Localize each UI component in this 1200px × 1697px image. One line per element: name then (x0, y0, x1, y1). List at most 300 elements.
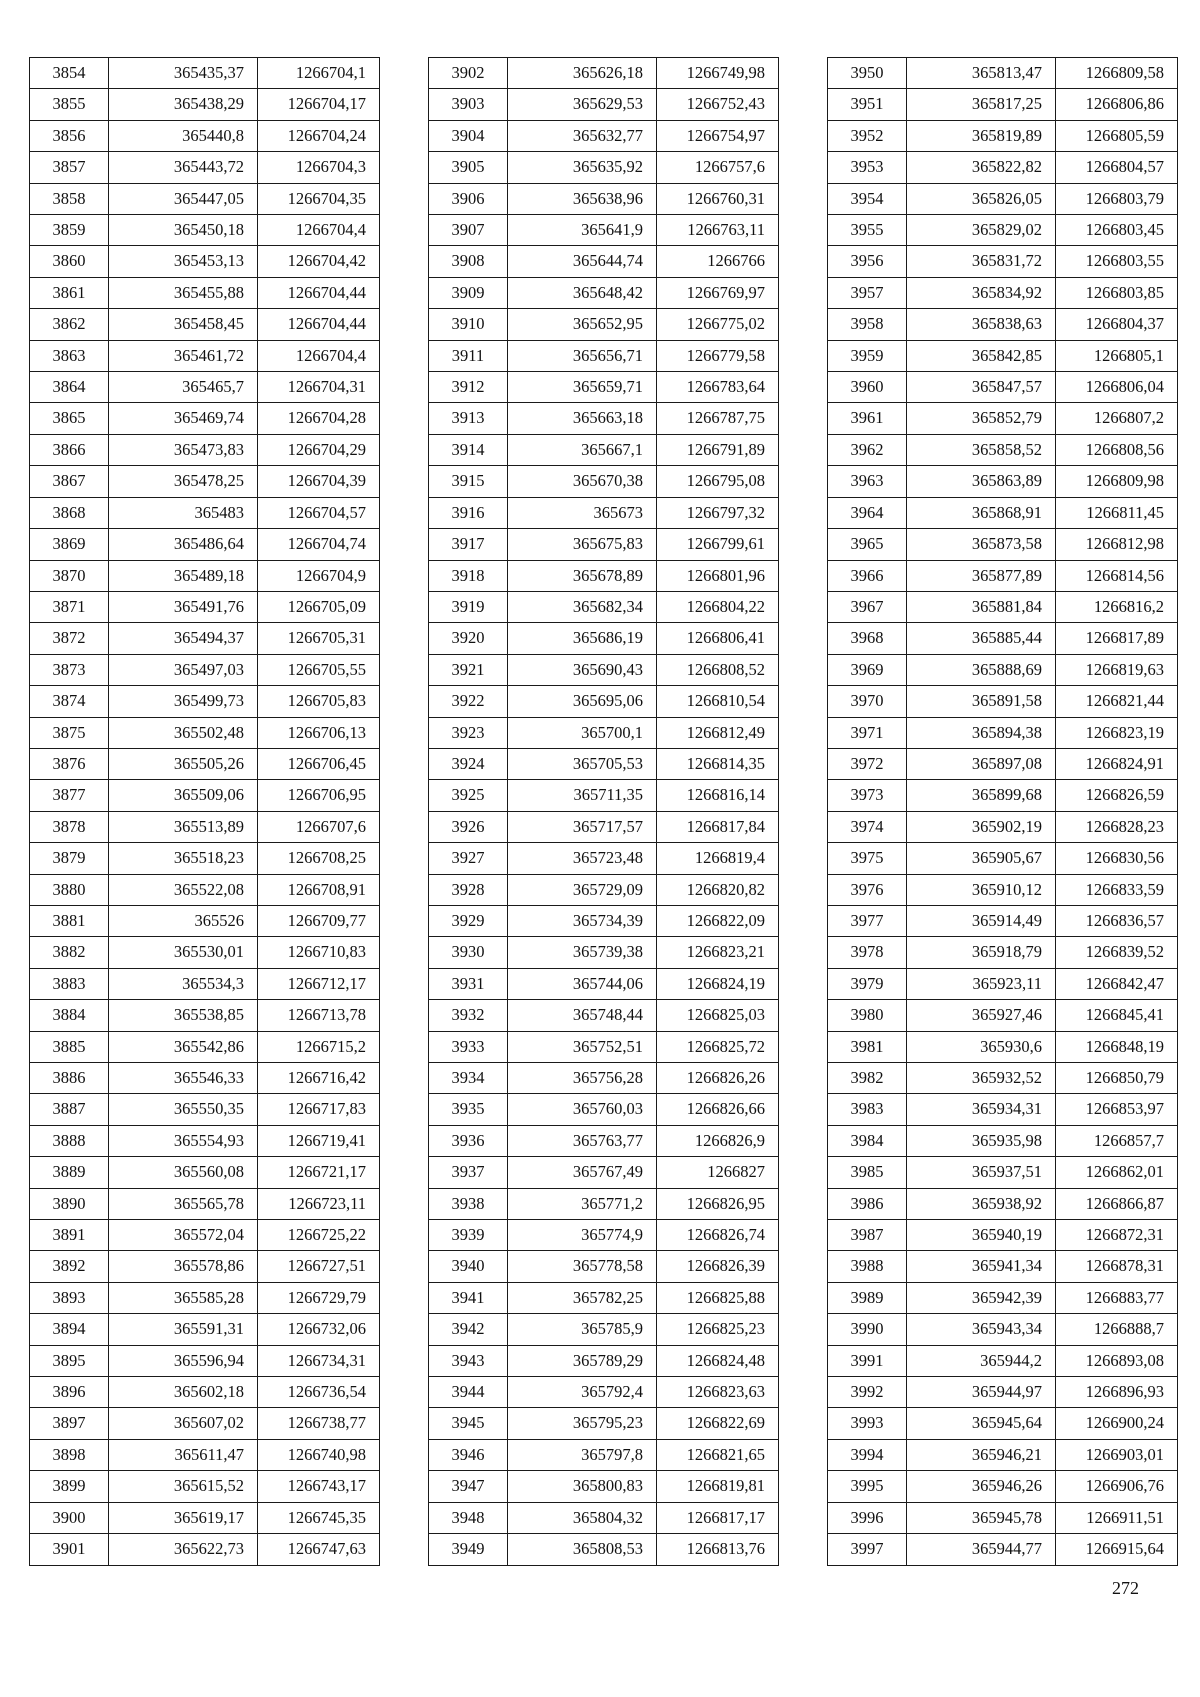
table-row (429, 277, 779, 308)
x-coordinate-cell: 365785,9 (508, 1314, 657, 1345)
table-row (828, 1125, 1178, 1156)
x-coordinate-cell: 365902,19 (907, 811, 1056, 842)
y-coordinate-cell: 1266706,13 (258, 717, 380, 748)
table-row (30, 1251, 380, 1282)
table-row (30, 309, 380, 340)
y-coordinate-cell: 1266717,83 (258, 1094, 380, 1125)
y-coordinate-cell: 1266799,61 (657, 529, 779, 560)
x-coordinate-cell: 365945,78 (907, 1502, 1056, 1533)
y-coordinate-cell: 1266704,4 (258, 340, 380, 371)
y-coordinate-cell: 1266712,17 (258, 968, 380, 999)
point-number-cell: 3979 (828, 968, 907, 999)
y-coordinate-cell: 1266883,77 (1056, 1282, 1178, 1313)
x-coordinate-cell: 365682,34 (508, 591, 657, 622)
x-coordinate-cell: 365546,33 (109, 1063, 258, 1094)
x-coordinate-cell: 365885,44 (907, 623, 1056, 654)
y-coordinate-cell: 1266803,45 (1056, 215, 1178, 246)
y-coordinate-cell: 1266814,56 (1056, 560, 1178, 591)
point-number-cell: 3935 (429, 1094, 508, 1125)
x-coordinate-cell: 365930,6 (907, 1031, 1056, 1062)
x-coordinate-cell: 365944,97 (907, 1377, 1056, 1408)
point-number-cell: 3888 (30, 1125, 109, 1156)
y-coordinate-cell: 1266878,31 (1056, 1251, 1178, 1282)
point-number-cell: 3899 (30, 1471, 109, 1502)
point-number-cell: 3921 (429, 654, 508, 685)
x-coordinate-cell: 365797,8 (508, 1439, 657, 1470)
point-number-cell: 3910 (429, 309, 508, 340)
y-coordinate-cell: 1266823,63 (657, 1377, 779, 1408)
y-coordinate-cell: 1266821,65 (657, 1439, 779, 1470)
point-number-cell: 3859 (30, 215, 109, 246)
y-coordinate-cell: 1266769,97 (657, 277, 779, 308)
x-coordinate-cell: 365763,77 (508, 1125, 657, 1156)
x-coordinate-cell: 365455,88 (109, 277, 258, 308)
y-coordinate-cell: 1266752,43 (657, 89, 779, 120)
point-number-cell: 3862 (30, 309, 109, 340)
table-row (30, 529, 380, 560)
y-coordinate-cell: 1266706,45 (258, 748, 380, 779)
point-number-cell: 3951 (828, 89, 907, 120)
x-coordinate-cell: 365499,73 (109, 686, 258, 717)
table-row (828, 968, 1178, 999)
x-coordinate-cell: 365813,47 (907, 58, 1056, 89)
table-row (828, 340, 1178, 371)
x-coordinate-cell: 365641,9 (508, 215, 657, 246)
x-coordinate-cell: 365792,4 (508, 1377, 657, 1408)
table-row (429, 905, 779, 936)
point-number-cell: 3898 (30, 1439, 109, 1470)
y-coordinate-cell: 1266822,09 (657, 905, 779, 936)
point-number-cell: 3925 (429, 780, 508, 811)
y-coordinate-cell: 1266866,87 (1056, 1188, 1178, 1219)
x-coordinate-cell: 365873,58 (907, 529, 1056, 560)
x-coordinate-cell: 365946,21 (907, 1439, 1056, 1470)
point-number-cell: 3883 (30, 968, 109, 999)
point-number-cell: 3911 (429, 340, 508, 371)
y-coordinate-cell: 1266813,76 (657, 1534, 779, 1565)
x-coordinate-cell: 365899,68 (907, 780, 1056, 811)
table-row (828, 623, 1178, 654)
point-number-cell: 3890 (30, 1188, 109, 1219)
y-coordinate-cell: 1266705,55 (258, 654, 380, 685)
x-coordinate-cell: 365804,32 (508, 1502, 657, 1533)
y-coordinate-cell: 1266915,64 (1056, 1534, 1178, 1565)
point-number-cell: 3996 (828, 1502, 907, 1533)
x-coordinate-cell: 365491,76 (109, 591, 258, 622)
point-number-cell: 3905 (429, 152, 508, 183)
x-coordinate-cell: 365538,85 (109, 1000, 258, 1031)
x-coordinate-cell: 365729,09 (508, 874, 657, 905)
table-row (429, 434, 779, 465)
table-row (30, 1345, 380, 1376)
point-number-cell: 3940 (429, 1251, 508, 1282)
x-coordinate-cell: 365486,64 (109, 529, 258, 560)
table-row (828, 748, 1178, 779)
table-row (828, 1188, 1178, 1219)
x-coordinate-cell: 365478,25 (109, 466, 258, 497)
point-number-cell: 3912 (429, 372, 508, 403)
x-coordinate-cell: 365795,23 (508, 1408, 657, 1439)
table-row (429, 1282, 779, 1313)
y-coordinate-cell: 1266839,52 (1056, 937, 1178, 968)
x-coordinate-cell: 365944,77 (907, 1534, 1056, 1565)
table-row (429, 120, 779, 151)
y-coordinate-cell: 1266806,04 (1056, 372, 1178, 403)
table-row (30, 277, 380, 308)
table-row (30, 434, 380, 465)
table-row (30, 120, 380, 151)
x-coordinate-cell: 365744,06 (508, 968, 657, 999)
point-number-cell: 3877 (30, 780, 109, 811)
table-row (429, 403, 779, 434)
y-coordinate-cell: 1266824,19 (657, 968, 779, 999)
point-number-cell: 3867 (30, 466, 109, 497)
x-coordinate-cell: 365940,19 (907, 1220, 1056, 1251)
coordinates-table-1 (29, 57, 380, 1566)
x-coordinate-cell: 365914,49 (907, 905, 1056, 936)
point-number-cell: 3974 (828, 811, 907, 842)
table-row (828, 1534, 1178, 1565)
table-row (828, 654, 1178, 685)
point-number-cell: 3891 (30, 1220, 109, 1251)
x-coordinate-cell: 365458,45 (109, 309, 258, 340)
point-number-cell: 3934 (429, 1063, 508, 1094)
point-number-cell: 3930 (429, 937, 508, 968)
table-row (828, 905, 1178, 936)
table-row (30, 466, 380, 497)
table-row (828, 717, 1178, 748)
y-coordinate-cell: 1266734,31 (258, 1345, 380, 1376)
point-number-cell: 3895 (30, 1345, 109, 1376)
table-row (30, 497, 380, 528)
y-coordinate-cell: 1266853,97 (1056, 1094, 1178, 1125)
point-number-cell: 3984 (828, 1125, 907, 1156)
point-number-cell: 3939 (429, 1220, 508, 1251)
y-coordinate-cell: 1266826,66 (657, 1094, 779, 1125)
table-row (828, 1377, 1178, 1408)
table-row (429, 1439, 779, 1470)
table-row (30, 183, 380, 214)
table-row (828, 1220, 1178, 1251)
table-row (828, 1502, 1178, 1533)
x-coordinate-cell: 365678,89 (508, 560, 657, 591)
x-coordinate-cell: 365648,42 (508, 277, 657, 308)
point-number-cell: 3943 (429, 1345, 508, 1376)
point-number-cell: 3975 (828, 843, 907, 874)
table-row (30, 1282, 380, 1313)
table-row (828, 1408, 1178, 1439)
point-number-cell: 3997 (828, 1534, 907, 1565)
y-coordinate-cell: 1266704,44 (258, 309, 380, 340)
x-coordinate-cell: 365505,26 (109, 748, 258, 779)
y-coordinate-cell: 1266738,77 (258, 1408, 380, 1439)
y-coordinate-cell: 1266830,56 (1056, 843, 1178, 874)
point-number-cell: 3972 (828, 748, 907, 779)
y-coordinate-cell: 1266705,83 (258, 686, 380, 717)
y-coordinate-cell: 1266833,59 (1056, 874, 1178, 905)
y-coordinate-cell: 1266816,2 (1056, 591, 1178, 622)
point-number-cell: 3881 (30, 905, 109, 936)
y-coordinate-cell: 1266819,81 (657, 1471, 779, 1502)
coordinates-table-2 (428, 57, 779, 1566)
x-coordinate-cell: 365782,25 (508, 1282, 657, 1313)
x-coordinate-cell: 365440,8 (109, 120, 258, 151)
x-coordinate-cell: 365465,7 (109, 372, 258, 403)
x-coordinate-cell: 365717,57 (508, 811, 657, 842)
table-row (429, 1188, 779, 1219)
y-coordinate-cell: 1266704,9 (258, 560, 380, 591)
y-coordinate-cell: 1266704,17 (258, 89, 380, 120)
x-coordinate-cell: 365686,19 (508, 623, 657, 654)
x-coordinate-cell: 365513,89 (109, 811, 258, 842)
table-row (828, 811, 1178, 842)
table-row (429, 1345, 779, 1376)
x-coordinate-cell: 365489,18 (109, 560, 258, 591)
y-coordinate-cell: 1266824,91 (1056, 748, 1178, 779)
table-row (429, 748, 779, 779)
table-row (828, 843, 1178, 874)
table-row (429, 246, 779, 277)
table-row (30, 1314, 380, 1345)
point-number-cell: 3880 (30, 874, 109, 905)
table-row (30, 905, 380, 936)
x-coordinate-cell: 365789,29 (508, 1345, 657, 1376)
point-number-cell: 3879 (30, 843, 109, 874)
x-coordinate-cell: 365937,51 (907, 1157, 1056, 1188)
point-number-cell: 3937 (429, 1157, 508, 1188)
table-row (30, 1220, 380, 1251)
table-row (429, 372, 779, 403)
y-coordinate-cell: 1266760,31 (657, 183, 779, 214)
y-coordinate-cell: 1266757,6 (657, 152, 779, 183)
table-row (429, 654, 779, 685)
point-number-cell: 3989 (828, 1282, 907, 1313)
x-coordinate-cell: 365578,86 (109, 1251, 258, 1282)
table-row (429, 183, 779, 214)
table-row (429, 1502, 779, 1533)
point-number-cell: 3876 (30, 748, 109, 779)
table-row (30, 717, 380, 748)
y-coordinate-cell: 1266708,91 (258, 874, 380, 905)
y-coordinate-cell: 1266804,22 (657, 591, 779, 622)
y-coordinate-cell: 1266825,03 (657, 1000, 779, 1031)
y-coordinate-cell: 1266807,2 (1056, 403, 1178, 434)
y-coordinate-cell: 1266766 (657, 246, 779, 277)
x-coordinate-cell: 365943,34 (907, 1314, 1056, 1345)
y-coordinate-cell: 1266763,11 (657, 215, 779, 246)
y-coordinate-cell: 1266747,63 (258, 1534, 380, 1565)
x-coordinate-cell: 365469,74 (109, 403, 258, 434)
y-coordinate-cell: 1266825,23 (657, 1314, 779, 1345)
x-coordinate-cell: 365596,94 (109, 1345, 258, 1376)
y-coordinate-cell: 1266704,3 (258, 152, 380, 183)
x-coordinate-cell: 365591,31 (109, 1314, 258, 1345)
table-row (828, 1063, 1178, 1094)
table-row (30, 1408, 380, 1439)
x-coordinate-cell: 365891,58 (907, 686, 1056, 717)
table-row (828, 874, 1178, 905)
x-coordinate-cell: 365619,17 (109, 1502, 258, 1533)
point-number-cell: 3965 (828, 529, 907, 560)
point-number-cell: 3873 (30, 654, 109, 685)
y-coordinate-cell: 1266822,69 (657, 1408, 779, 1439)
y-coordinate-cell: 1266704,35 (258, 183, 380, 214)
x-coordinate-cell: 365565,78 (109, 1188, 258, 1219)
point-number-cell: 3903 (429, 89, 508, 120)
table-row (429, 686, 779, 717)
y-coordinate-cell: 1266709,77 (258, 905, 380, 936)
x-coordinate-cell: 365739,38 (508, 937, 657, 968)
x-coordinate-cell: 365760,03 (508, 1094, 657, 1125)
point-number-cell: 3914 (429, 434, 508, 465)
table-row (828, 277, 1178, 308)
table-row (429, 1408, 779, 1439)
x-coordinate-cell: 365509,06 (109, 780, 258, 811)
table-row (30, 1000, 380, 1031)
table-row (828, 1031, 1178, 1062)
point-number-cell: 3983 (828, 1094, 907, 1125)
y-coordinate-cell: 1266826,74 (657, 1220, 779, 1251)
point-number-cell: 3892 (30, 1251, 109, 1282)
point-number-cell: 3976 (828, 874, 907, 905)
x-coordinate-cell: 365602,18 (109, 1377, 258, 1408)
y-coordinate-cell: 1266707,6 (258, 811, 380, 842)
point-number-cell: 3854 (30, 58, 109, 89)
table-row (828, 89, 1178, 120)
x-coordinate-cell: 365632,77 (508, 120, 657, 151)
point-number-cell: 3908 (429, 246, 508, 277)
x-coordinate-cell: 365934,31 (907, 1094, 1056, 1125)
x-coordinate-cell: 365560,08 (109, 1157, 258, 1188)
table-row (429, 1314, 779, 1345)
table-row (429, 1000, 779, 1031)
y-coordinate-cell: 1266801,96 (657, 560, 779, 591)
x-coordinate-cell: 365494,37 (109, 623, 258, 654)
y-coordinate-cell: 1266797,32 (657, 497, 779, 528)
point-number-cell: 3932 (429, 1000, 508, 1031)
point-number-cell: 3926 (429, 811, 508, 842)
point-number-cell: 3919 (429, 591, 508, 622)
y-coordinate-cell: 1266812,98 (1056, 529, 1178, 560)
y-coordinate-cell: 1266814,35 (657, 748, 779, 779)
table-row (828, 1345, 1178, 1376)
table-row (828, 686, 1178, 717)
x-coordinate-cell: 365644,74 (508, 246, 657, 277)
x-coordinate-cell: 365443,72 (109, 152, 258, 183)
y-coordinate-cell: 1266704,1 (258, 58, 380, 89)
point-number-cell: 3923 (429, 717, 508, 748)
table-row (30, 1502, 380, 1533)
x-coordinate-cell: 365918,79 (907, 937, 1056, 968)
table-row (429, 89, 779, 120)
point-number-cell: 3990 (828, 1314, 907, 1345)
point-number-cell: 3886 (30, 1063, 109, 1094)
x-coordinate-cell: 365615,52 (109, 1471, 258, 1502)
table-row (429, 937, 779, 968)
table-row (30, 968, 380, 999)
y-coordinate-cell: 1266803,79 (1056, 183, 1178, 214)
point-number-cell: 3942 (429, 1314, 508, 1345)
x-coordinate-cell: 365942,39 (907, 1282, 1056, 1313)
y-coordinate-cell: 1266825,72 (657, 1031, 779, 1062)
y-coordinate-cell: 1266705,31 (258, 623, 380, 654)
x-coordinate-cell: 365635,92 (508, 152, 657, 183)
x-coordinate-cell: 365526 (109, 905, 258, 936)
point-number-cell: 3907 (429, 215, 508, 246)
x-coordinate-cell: 365705,53 (508, 748, 657, 779)
table-row (429, 1031, 779, 1062)
point-number-cell: 3954 (828, 183, 907, 214)
x-coordinate-cell: 365935,98 (907, 1125, 1056, 1156)
table-row (30, 686, 380, 717)
y-coordinate-cell: 1266704,42 (258, 246, 380, 277)
x-coordinate-cell: 365622,73 (109, 1534, 258, 1565)
table-row (429, 58, 779, 89)
point-number-cell: 3917 (429, 529, 508, 560)
point-number-cell: 3913 (429, 403, 508, 434)
x-coordinate-cell: 365656,71 (508, 340, 657, 371)
x-coordinate-cell: 365638,96 (508, 183, 657, 214)
point-number-cell: 3981 (828, 1031, 907, 1062)
x-coordinate-cell: 365767,49 (508, 1157, 657, 1188)
point-number-cell: 3985 (828, 1157, 907, 1188)
point-number-cell: 3915 (429, 466, 508, 497)
y-coordinate-cell: 1266809,58 (1056, 58, 1178, 89)
point-number-cell: 3874 (30, 686, 109, 717)
y-coordinate-cell: 1266811,45 (1056, 497, 1178, 528)
y-coordinate-cell: 1266821,44 (1056, 686, 1178, 717)
x-coordinate-cell: 365518,23 (109, 843, 258, 874)
table-row (828, 1314, 1178, 1345)
table-row (828, 937, 1178, 968)
y-coordinate-cell: 1266704,28 (258, 403, 380, 434)
point-number-cell: 3963 (828, 466, 907, 497)
y-coordinate-cell: 1266795,08 (657, 466, 779, 497)
point-number-cell: 3860 (30, 246, 109, 277)
point-number-cell: 3949 (429, 1534, 508, 1565)
y-coordinate-cell: 1266803,55 (1056, 246, 1178, 277)
table-row (30, 152, 380, 183)
table-row (30, 780, 380, 811)
x-coordinate-cell: 365905,67 (907, 843, 1056, 874)
x-coordinate-cell: 365774,9 (508, 1220, 657, 1251)
point-number-cell: 3955 (828, 215, 907, 246)
table-row (828, 309, 1178, 340)
y-coordinate-cell: 1266805,59 (1056, 120, 1178, 151)
x-coordinate-cell: 365868,91 (907, 497, 1056, 528)
point-number-cell: 3896 (30, 1377, 109, 1408)
y-coordinate-cell: 1266826,9 (657, 1125, 779, 1156)
x-coordinate-cell: 365502,48 (109, 717, 258, 748)
x-coordinate-cell: 365450,18 (109, 215, 258, 246)
point-number-cell: 3878 (30, 811, 109, 842)
y-coordinate-cell: 1266806,41 (657, 623, 779, 654)
y-coordinate-cell: 1266745,35 (258, 1502, 380, 1533)
point-number-cell: 3967 (828, 591, 907, 622)
x-coordinate-cell: 365756,28 (508, 1063, 657, 1094)
x-coordinate-cell: 365831,72 (907, 246, 1056, 277)
x-coordinate-cell: 365626,18 (508, 58, 657, 89)
y-coordinate-cell: 1266823,19 (1056, 717, 1178, 748)
point-number-cell: 3906 (429, 183, 508, 214)
x-coordinate-cell: 365829,02 (907, 215, 1056, 246)
x-coordinate-cell: 365894,38 (907, 717, 1056, 748)
point-number-cell: 3889 (30, 1157, 109, 1188)
table-row (828, 372, 1178, 403)
x-coordinate-cell: 365483 (109, 497, 258, 528)
point-number-cell: 3871 (30, 591, 109, 622)
point-number-cell: 3945 (429, 1408, 508, 1439)
